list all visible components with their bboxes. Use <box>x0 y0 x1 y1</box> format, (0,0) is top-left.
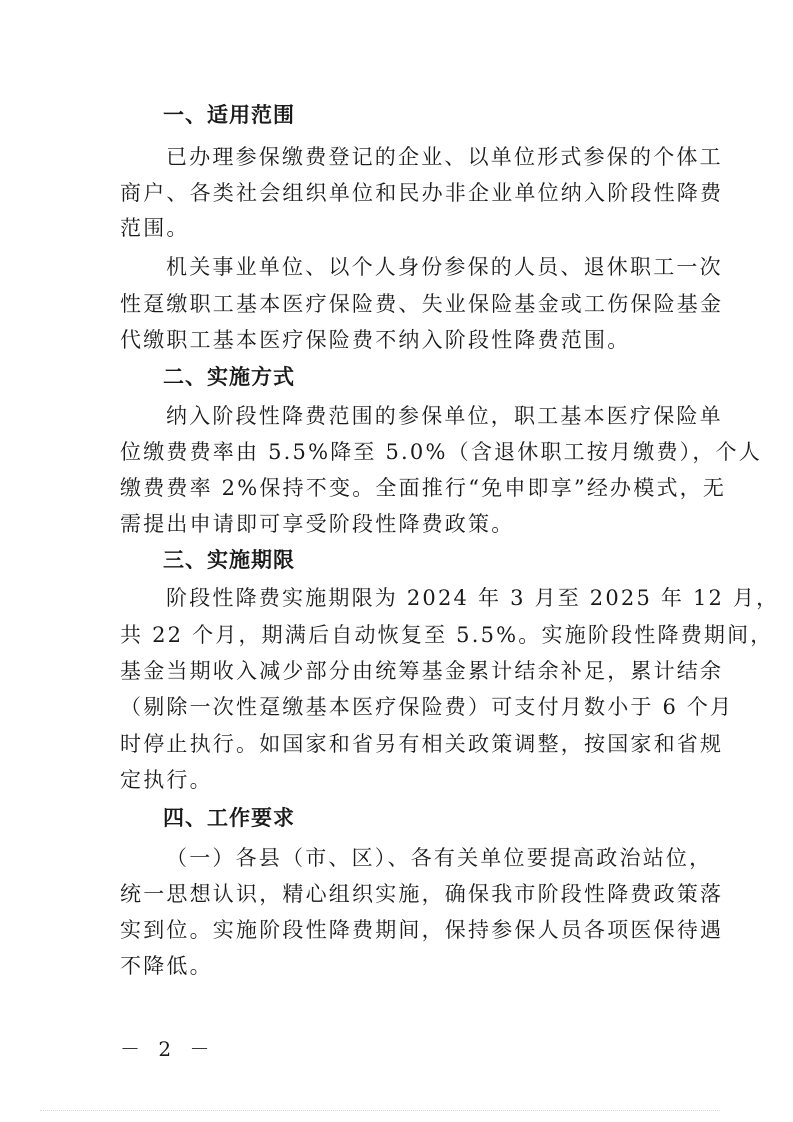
paragraph-line: 代缴职工基本医疗保险费不纳入阶段性降费范围。 <box>120 328 631 352</box>
page-number: － 2 － <box>120 1037 216 1061</box>
section-heading-method: 二、实施方式 <box>163 365 295 389</box>
paragraph-line: 机关事业单位、以个人身份参保的人员、退休职工一次 <box>166 255 723 279</box>
paragraph-line: 位缴费费率由 5.5%降至 5.0%（含退休职工按月缴费），个人 <box>120 440 762 464</box>
paragraph-line: 共 22 个月，期满后自动恢复至 5.5%。实施阶段性降费期间， <box>120 623 774 647</box>
section-heading-scope: 一、适用范围 <box>163 103 295 127</box>
paragraph-line: （一）各县（市、区）、各有关单位要提高政治站位， <box>166 846 713 870</box>
paragraph-line: （剔除一次性趸缴基本医疗保险费）可支付月数小于 6 个月 <box>120 695 734 719</box>
paragraph-line: 阶段性降费实施期限为 2024 年 3 月至 2025 年 12 月， <box>166 586 780 610</box>
paragraph-line: 基金当期收入减少部分由统筹基金累计结余补足，累计结余 <box>120 659 724 683</box>
section-heading-requirements: 四、工作要求 <box>163 806 295 830</box>
paragraph-line: 统一思想认识，精心组织实施，确保我市阶段性降费政策落 <box>120 882 724 906</box>
scan-edge-divider <box>40 1110 720 1111</box>
paragraph-line: 纳入阶段性降费范围的参保单位，职工基本医疗保险单 <box>166 404 723 428</box>
paragraph-line: 需提出申请即可享受阶段性降费政策。 <box>120 512 515 536</box>
paragraph-line: 已办理参保缴费登记的企业、以单位形式参保的个体工 <box>166 145 723 169</box>
paragraph-line: 实到位。实施阶段性降费期间，保持参保人员各项医保待遇 <box>120 918 724 942</box>
paragraph-line: 定执行。 <box>120 768 213 792</box>
paragraph-line: 范围。 <box>120 216 190 240</box>
paragraph-line: 商户、各类社会组织单位和民办非企业单位纳入阶段性降费 <box>120 181 724 205</box>
paragraph-line: 缴费费率 2%保持不变。全面推行“免申即享”经办模式，无 <box>120 476 727 500</box>
paragraph-line: 性趸缴职工基本医疗保险费、失业保险基金或工伤保险基金 <box>120 292 724 316</box>
section-heading-period: 三、实施期限 <box>163 548 295 572</box>
paragraph-line: 不降低。 <box>120 954 213 978</box>
paragraph-line: 时停止执行。如国家和省另有相关政策调整，按国家和省规 <box>120 732 724 756</box>
